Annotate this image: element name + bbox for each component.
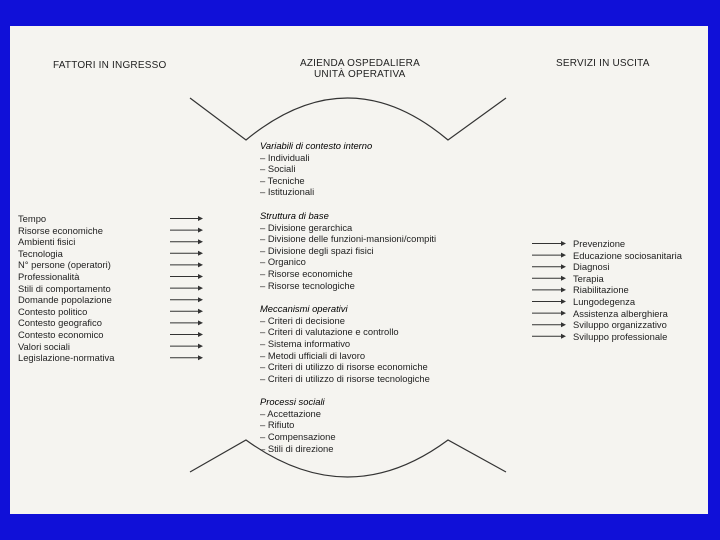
section-item: – Sociali	[260, 163, 296, 175]
output-arrow-head	[561, 287, 566, 292]
input-arrow-head	[198, 239, 203, 244]
input-item: Risorse economiche	[18, 224, 103, 236]
output-item: Sviluppo professionale	[573, 330, 668, 342]
section-item: – Criteri di valutazione e controllo	[260, 326, 399, 338]
input-arrows	[170, 216, 203, 360]
inputs-header: FATTORI IN INGRESSO	[53, 60, 167, 71]
input-arrow-head	[198, 344, 203, 349]
output-item: Riabilitazione	[573, 284, 629, 296]
section-structure-list	[260, 222, 436, 292]
output-arrow-head	[561, 322, 566, 327]
section-item: – Divisione gerarchica	[260, 221, 353, 233]
input-item: Professionalità	[18, 270, 80, 282]
input-arrow-head	[198, 216, 203, 221]
section-item: – Organico	[260, 256, 306, 268]
input-item: Ambienti fisici	[18, 236, 76, 248]
section-mechanisms-list	[260, 315, 436, 385]
section-item: – Divisione degli spazi fisici	[260, 244, 374, 256]
section-item: – Stili di direzione	[260, 442, 334, 454]
section-item: – Risorse tecnologiche	[260, 279, 355, 291]
input-item: Contesto politico	[18, 305, 88, 317]
input-arrow-head	[198, 228, 203, 233]
section-title-social: Processi sociali	[260, 396, 325, 408]
outputs-list	[573, 238, 682, 342]
section-item: – Istituzionali	[260, 186, 315, 198]
input-arrow-head	[198, 286, 203, 291]
top-bracket-curve	[190, 98, 506, 140]
center-header-line1: AZIENDA OSPEDALIERA	[300, 58, 420, 69]
output-item: Assistenza alberghiera	[573, 307, 668, 319]
section-item: – Risorse economiche	[260, 267, 353, 279]
slide-page	[10, 26, 708, 514]
input-arrow-head	[198, 297, 203, 302]
output-item: Sviluppo organizzativo	[573, 319, 667, 331]
section-social-list	[260, 408, 436, 454]
input-arrow-head	[198, 355, 203, 360]
section-item: – Criteri di utilizzo di risorse economiche	[260, 361, 428, 373]
output-arrow-head	[561, 311, 566, 316]
section-item: – Divisione delle funzioni-mansioni/compiti	[260, 233, 437, 245]
inputs-list	[18, 213, 114, 364]
section-title-context: Variabili di contesto interno	[260, 140, 373, 151]
output-arrow-head	[561, 264, 566, 269]
input-item: Contesto economico	[18, 328, 104, 340]
input-arrow-head	[198, 251, 203, 256]
output-item: Terapia	[573, 272, 604, 284]
output-item: Prevenzione	[573, 238, 626, 249]
output-item: Lungodegenza	[573, 295, 636, 307]
output-arrow-head	[561, 299, 566, 304]
section-item: – Compensazione	[260, 431, 336, 443]
output-item: Diagnosi	[573, 261, 610, 273]
section-item: – Sistema informativo	[260, 337, 351, 349]
input-item: Valori sociali	[18, 340, 70, 352]
input-arrow-head	[198, 274, 203, 279]
section-item: – Criteri di utilizzo di risorse tecnologiche	[260, 372, 430, 384]
section-item: – Rifiuto	[260, 419, 295, 431]
input-arrow-head	[198, 332, 203, 337]
section-title-structure: Struttura di base	[260, 209, 329, 221]
output-arrows	[532, 241, 566, 339]
section-item: – Metodi ufficiali di lavoro	[260, 349, 366, 361]
input-item: Stili di comportamento	[18, 282, 111, 294]
outputs-header: SERVIZI IN USCITA	[556, 58, 650, 69]
section-context-list	[260, 152, 436, 198]
input-item: Tempo	[18, 213, 47, 224]
section-item: – Accettazione	[260, 407, 321, 419]
center-block	[260, 140, 436, 454]
output-item: Educazione sociosanitaria	[573, 249, 682, 261]
section-item: – Individuali	[260, 151, 310, 163]
input-arrow-head	[198, 320, 203, 325]
section-title-mechanisms: Meccanismi operativi	[260, 303, 348, 315]
output-arrow-head	[561, 253, 566, 258]
section-item: – Tecniche	[260, 174, 305, 186]
input-item: Domande popolazione	[18, 294, 112, 306]
input-item: Contesto geografico	[18, 317, 102, 329]
input-arrow-head	[198, 262, 203, 267]
output-arrow-head	[561, 276, 566, 281]
input-item: N° persone (operatori)	[18, 259, 111, 271]
output-arrow-head	[561, 334, 566, 339]
input-arrow-head	[198, 309, 203, 314]
output-arrow-head	[561, 241, 566, 246]
input-item: Legislazione-normativa	[18, 352, 115, 364]
section-item: – Criteri di decisione	[260, 314, 345, 326]
center-header-line2: UNITÀ OPERATIVA	[314, 69, 406, 80]
input-item: Tecnologia	[18, 247, 63, 259]
